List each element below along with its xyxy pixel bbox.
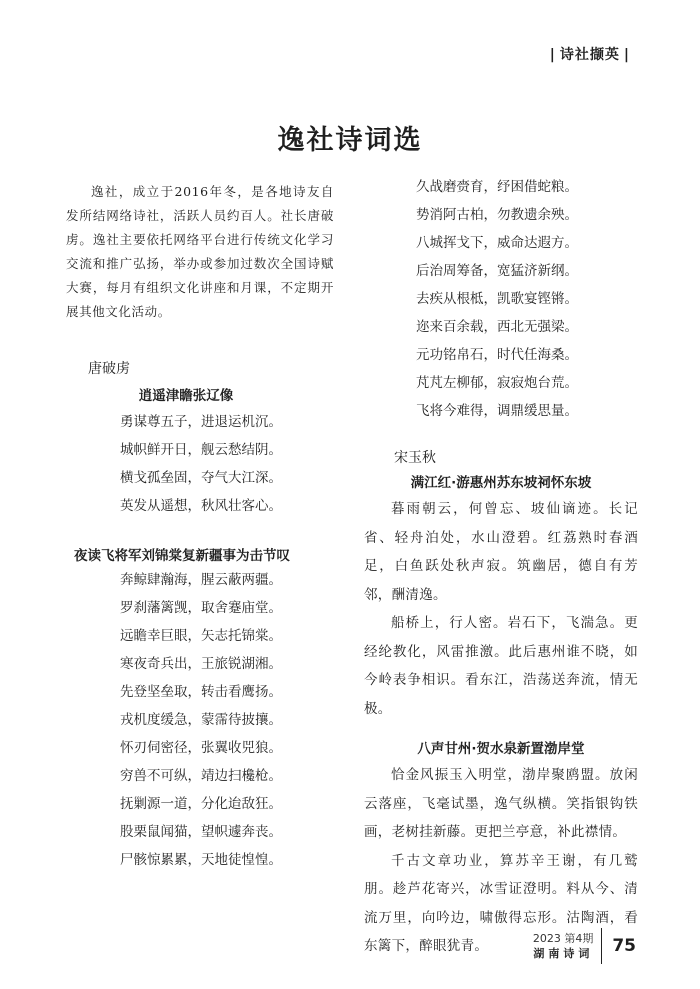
poem-line: 横戈孤垒固，夺气大江深。 bbox=[120, 470, 282, 486]
divider-bar: | bbox=[549, 47, 556, 63]
poem-line: 久战磨赍育，纾困借蛇粮。 bbox=[416, 179, 578, 195]
poem-line: 后治周筹备，宽猛济新纲。 bbox=[416, 263, 578, 279]
section-header bbox=[546, 44, 634, 64]
poem-title: 满江红·游惠州苏东坡祠怀东坡 bbox=[410, 475, 592, 491]
poem-line: 迩来百余载，西北无强梁。 bbox=[416, 319, 578, 335]
poem-line: 飞将今难得，调鼎缓思量。 bbox=[416, 403, 578, 419]
poem-line: 英发从遥想，秋风壮客心。 bbox=[120, 498, 282, 514]
poem-line: 怀刃伺密径，张翼收兕狼。 bbox=[120, 740, 282, 756]
intro-section bbox=[66, 180, 334, 324]
poem-line: 城帜鲜开日，舰云愁结阴。 bbox=[120, 442, 282, 458]
poem-title: 逍遥津瞻张辽像 bbox=[138, 388, 234, 404]
page-title: 逸社诗词选 bbox=[277, 125, 423, 156]
ci-paragraph: 暮雨朝云，何曾忘、坡仙谪迹。长记省、轻舟泊处，水山澄碧。红荔熟时春酒足，白鱼跃处秋声寂。筑幽居，德自有芳邻，酬清逸。 bbox=[364, 501, 638, 603]
page-number: 75 bbox=[612, 936, 636, 956]
ci-paragraph: 船桥上，行人密。岩石下，飞湍急。更经纶教化，风雷推激。此后惠州谁不晓，如今岭表争相识。看东江，浩荡送奔流，情无极。 bbox=[364, 615, 638, 717]
section-label: 诗社撷英 bbox=[559, 47, 620, 63]
ci-paragraph: 恰金风振玉入明堂，渤岸聚鸥盟。放闲云落座，飞毫试墨，逸气纵横。笑指银钩铁画，老树挂新藤。更把兰亭意，补此襟情。 bbox=[364, 767, 638, 840]
poem-line: 股栗鼠闻猫，望帜遽奔丧。 bbox=[120, 824, 282, 840]
poem-title: 八声甘州·贺水泉新置渤岸堂 bbox=[417, 741, 585, 757]
divider-bar: | bbox=[623, 47, 630, 63]
ci-body bbox=[364, 495, 638, 723]
author-name: 宋玉秋 bbox=[394, 450, 436, 466]
author-name: 唐破虏 bbox=[88, 361, 130, 377]
poem-line: 尸骸惊累累，天地徒惶惶。 bbox=[120, 852, 282, 868]
poem-line: 勇谋尊五子，进退运机沉。 bbox=[120, 414, 282, 430]
right-column bbox=[364, 180, 638, 961]
issue-label: 2023 第4期 bbox=[532, 932, 594, 945]
poem-line: 远瞻幸巨眼，矢志托锦棠。 bbox=[120, 628, 282, 644]
poem-line: 穷兽不可纵，靖边扫欃枪。 bbox=[120, 768, 282, 784]
page-footer bbox=[533, 928, 636, 964]
poem-continuation bbox=[364, 173, 638, 425]
intro-paragraph: 逸社，成立于2016年冬，是各地诗友自发所结网络诗社，活跃人员约百人。社长唐破虏。逸社主要依托网络平台进行传统文化学习交流和推广弘扬，举办或参加过数次全国诗赋大赛，每月有组织文化讲座和月课，不定期开展其他文化活动。 bbox=[66, 184, 334, 319]
left-column bbox=[66, 180, 334, 874]
poem-body bbox=[66, 566, 334, 874]
poem-line: 去疾从根柢，凯歌宴铿锵。 bbox=[416, 291, 578, 307]
poem-line: 元功铭帛石，时代任海桑。 bbox=[416, 347, 578, 363]
poem-line: 芃芃左柳郁，寂寂炮台荒。 bbox=[416, 375, 578, 391]
poem-title: 夜读飞将军刘锦棠复新疆事为击节叹 bbox=[74, 548, 290, 564]
footer-divider bbox=[601, 928, 602, 964]
poem-line: 八城挥戈下，威命达遐方。 bbox=[416, 235, 578, 251]
poem-line: 罗刹藩篱觊，取舍蹇庙堂。 bbox=[120, 600, 282, 616]
poem-line: 奔鲸肆瀚海，腥云蔽两疆。 bbox=[120, 572, 282, 588]
poem-line: 先登坚垒取，转击看鹰扬。 bbox=[120, 684, 282, 700]
ci-paragraph: 千古文章功业，算苏辛王谢，有几鹫朋。趁芦花寄兴，冰雪证澄明。料从今、清流万里，向吟边，啸傲得忘形。沽陶酒，看东篱下，醉眼犹青。 bbox=[364, 852, 638, 954]
poem-line: 寒夜奇兵出，王旅锐湖湘。 bbox=[120, 656, 282, 672]
footer-meta bbox=[533, 931, 602, 961]
poem-line: 抚剿源一道，分化迨敌狂。 bbox=[120, 796, 282, 812]
poem-body bbox=[66, 408, 334, 520]
poem-line: 势消阿古柏，勿教遗余殃。 bbox=[416, 207, 578, 223]
journal-name: 湖南诗词 bbox=[533, 947, 594, 960]
poem-line: 戎机度缓急，蒙霈待披攘。 bbox=[120, 712, 282, 728]
